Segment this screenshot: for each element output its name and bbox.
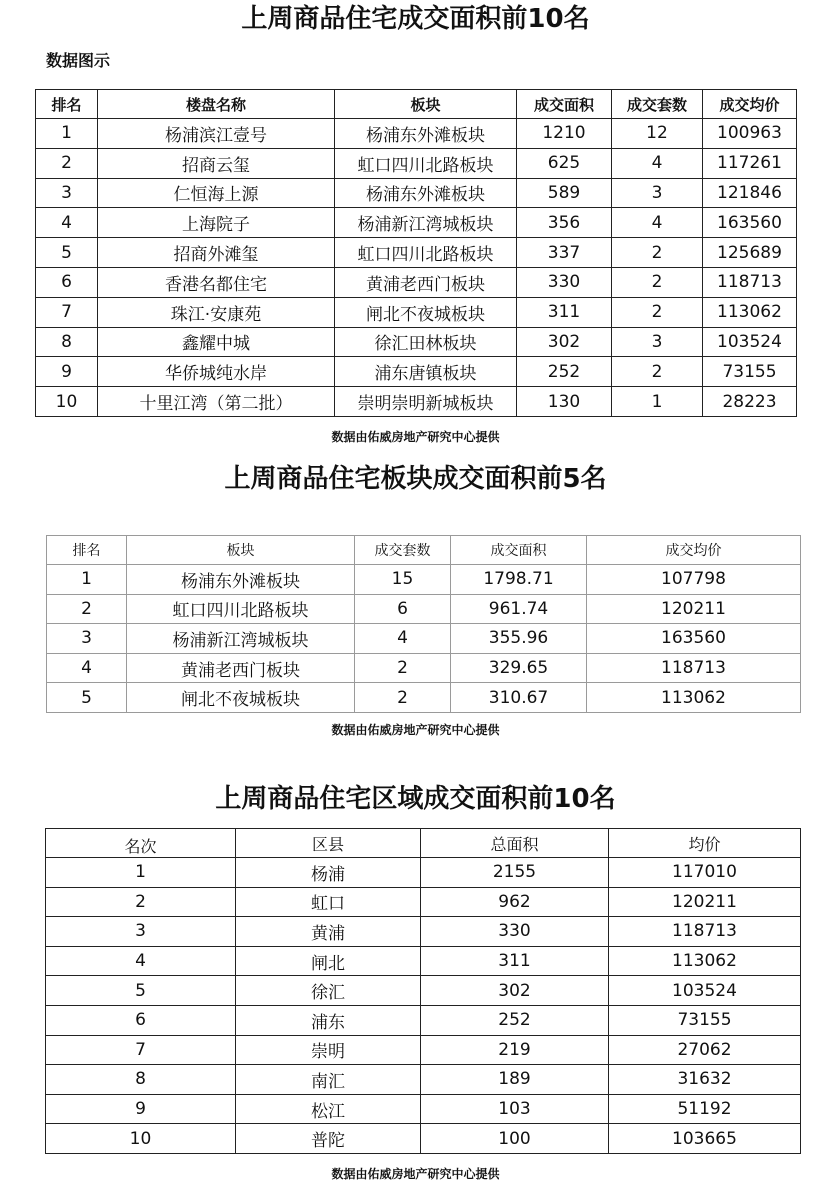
- table-cell: 1: [36, 119, 98, 149]
- table-cell: 302: [421, 976, 609, 1006]
- table-cell: 113062: [703, 297, 797, 327]
- table-cell: 130: [517, 387, 612, 417]
- table-cell: 10: [46, 1124, 236, 1154]
- table-cell: 337: [517, 238, 612, 268]
- table-cell: 252: [421, 1005, 609, 1035]
- table-row: [36, 297, 797, 327]
- table-cell: 15: [355, 565, 451, 595]
- table-cell: 1798.71: [451, 565, 587, 595]
- table-cell: 163560: [703, 208, 797, 238]
- table-cell: 355.96: [451, 624, 587, 654]
- table-row: [36, 238, 797, 268]
- table-cell: 崇明崇明新城板块: [335, 387, 517, 417]
- table-row: [47, 683, 801, 713]
- table-cell: 103524: [703, 327, 797, 357]
- table-cell: 8: [36, 327, 98, 357]
- table-cell: 杨浦: [236, 858, 421, 888]
- project-ranking-table: [35, 89, 797, 417]
- table-cell: 黄浦老西门板块: [127, 653, 355, 683]
- table-cell: 120211: [609, 887, 801, 917]
- table-cell: 9: [46, 1094, 236, 1124]
- column-header: 成交面积: [517, 90, 612, 119]
- table-cell: 1: [47, 565, 127, 595]
- column-header: 板块: [127, 536, 355, 565]
- table-cell: 1: [612, 387, 703, 417]
- table-cell: 华侨城纯水岸: [98, 357, 335, 387]
- table-cell: 118713: [587, 653, 801, 683]
- table-row: [36, 208, 797, 238]
- table-body: [36, 119, 797, 417]
- column-header: 排名: [36, 90, 98, 119]
- table-row: [46, 976, 801, 1006]
- table-row: [46, 1035, 801, 1065]
- table-header-row: [46, 829, 801, 858]
- table-row: [36, 119, 797, 149]
- table-cell: 2: [47, 594, 127, 624]
- table-cell: 10: [36, 387, 98, 417]
- table-cell: 崇明: [236, 1035, 421, 1065]
- table-cell: 6: [46, 1005, 236, 1035]
- table-cell: 黄浦: [236, 917, 421, 947]
- table-cell: 仁恒海上源: [98, 178, 335, 208]
- table-cell: 9: [36, 357, 98, 387]
- table-cell: 2: [46, 887, 236, 917]
- table-row: [36, 178, 797, 208]
- table-cell: 120211: [587, 594, 801, 624]
- table-cell: 961.74: [451, 594, 587, 624]
- table-row: [47, 653, 801, 683]
- table-cell: 962: [421, 887, 609, 917]
- table-header-row: [36, 90, 797, 119]
- table-row: [46, 946, 801, 976]
- table-cell: 黄浦老西门板块: [335, 267, 517, 297]
- table-cell: 闸北: [236, 946, 421, 976]
- table-body: [47, 565, 801, 713]
- table-header-row: [47, 536, 801, 565]
- column-header: 名次: [46, 829, 236, 858]
- column-header: 均价: [609, 829, 801, 858]
- column-header: 楼盘名称: [98, 90, 335, 119]
- table-cell: 2: [612, 238, 703, 268]
- table-cell: 28223: [703, 387, 797, 417]
- table-cell: 招商外滩玺: [98, 238, 335, 268]
- table-cell: 3: [46, 917, 236, 947]
- table-cell: 51192: [609, 1094, 801, 1124]
- table-cell: 329.65: [451, 653, 587, 683]
- table-row: [46, 1094, 801, 1124]
- table-row: [36, 267, 797, 297]
- section3-title: 上周商品住宅区域成交面积前10名: [215, 784, 616, 814]
- table-cell: 浦东: [236, 1005, 421, 1035]
- column-header: 成交面积: [451, 536, 587, 565]
- table-cell: 杨浦东外滩板块: [335, 119, 517, 149]
- section1-source-note: 数据由佑威房地产研究中心提供: [331, 430, 500, 444]
- table-cell: 330: [421, 917, 609, 947]
- table-cell: 上海院子: [98, 208, 335, 238]
- column-header: 成交均价: [587, 536, 801, 565]
- table-cell: 310.67: [451, 683, 587, 713]
- table-cell: 117010: [609, 858, 801, 888]
- table-cell: 普陀: [236, 1124, 421, 1154]
- table-cell: 4: [36, 208, 98, 238]
- table-cell: 杨浦东外滩板块: [335, 178, 517, 208]
- table-row: [36, 387, 797, 417]
- table-cell: 113062: [609, 946, 801, 976]
- table-cell: 1: [46, 858, 236, 888]
- district-ranking-table: [45, 828, 801, 1154]
- column-header: 成交均价: [703, 90, 797, 119]
- table-cell: 121846: [703, 178, 797, 208]
- section2-title: 上周商品住宅板块成交面积前5名: [224, 464, 607, 494]
- table-cell: 浦东唐镇板块: [335, 357, 517, 387]
- table-cell: 2155: [421, 858, 609, 888]
- table-row: [36, 327, 797, 357]
- table-row: [47, 565, 801, 595]
- table-cell: 100: [421, 1124, 609, 1154]
- table-cell: 杨浦东外滩板块: [127, 565, 355, 595]
- table-cell: 5: [46, 976, 236, 1006]
- table-cell: 2: [612, 267, 703, 297]
- table-cell: 8: [46, 1065, 236, 1095]
- table-cell: 闸北不夜城板块: [127, 683, 355, 713]
- table-cell: 杨浦新江湾城板块: [335, 208, 517, 238]
- table-cell: 徐汇田林板块: [335, 327, 517, 357]
- table-cell: 闸北不夜城板块: [335, 297, 517, 327]
- section3-source-note: 数据由佑威房地产研究中心提供: [331, 1167, 500, 1181]
- table-cell: 4: [612, 148, 703, 178]
- table-body: [46, 858, 801, 1154]
- table-cell: 103: [421, 1094, 609, 1124]
- table-cell: 虹口: [236, 887, 421, 917]
- table-cell: 2: [355, 683, 451, 713]
- table-cell: 虹口四川北路板块: [127, 594, 355, 624]
- table-cell: 十里江湾（第二批）: [98, 387, 335, 417]
- table-cell: 徐汇: [236, 976, 421, 1006]
- table-cell: 4: [47, 653, 127, 683]
- table-cell: 2: [36, 148, 98, 178]
- table-row: [46, 1065, 801, 1095]
- table-cell: 南汇: [236, 1065, 421, 1095]
- table-cell: 2: [612, 357, 703, 387]
- table-row: [36, 357, 797, 387]
- table-cell: 107798: [587, 565, 801, 595]
- table-row: [47, 594, 801, 624]
- table-cell: 7: [36, 297, 98, 327]
- table-cell: 2: [355, 653, 451, 683]
- table-cell: 113062: [587, 683, 801, 713]
- table-cell: 12: [612, 119, 703, 149]
- column-header: 排名: [47, 536, 127, 565]
- table-row: [47, 624, 801, 654]
- table-cell: 311: [421, 946, 609, 976]
- table-cell: 330: [517, 267, 612, 297]
- table-cell: 73155: [703, 357, 797, 387]
- table-cell: 虹口四川北路板块: [335, 148, 517, 178]
- table-row: [46, 887, 801, 917]
- table-cell: 6: [355, 594, 451, 624]
- block-ranking-table: [46, 535, 801, 713]
- table-cell: 4: [612, 208, 703, 238]
- table-cell: 252: [517, 357, 612, 387]
- table-cell: 118713: [609, 917, 801, 947]
- table-cell: 6: [36, 267, 98, 297]
- table-cell: 杨浦新江湾城板块: [127, 624, 355, 654]
- table-cell: 117261: [703, 148, 797, 178]
- table-cell: 杨浦滨江壹号: [98, 119, 335, 149]
- table-cell: 189: [421, 1065, 609, 1095]
- table-row: [36, 148, 797, 178]
- table-cell: 3: [47, 624, 127, 654]
- table-cell: 珠江·安康苑: [98, 297, 335, 327]
- section2-source-note: 数据由佑威房地产研究中心提供: [331, 723, 500, 737]
- table-cell: 5: [47, 683, 127, 713]
- table-cell: 73155: [609, 1005, 801, 1035]
- table-cell: 虹口四川北路板块: [335, 238, 517, 268]
- table-cell: 3: [612, 327, 703, 357]
- table-cell: 118713: [703, 267, 797, 297]
- table-cell: 302: [517, 327, 612, 357]
- table-row: [46, 1124, 801, 1154]
- table-cell: 3: [36, 178, 98, 208]
- table-cell: 103665: [609, 1124, 801, 1154]
- table-cell: 163560: [587, 624, 801, 654]
- table-cell: 鑫耀中城: [98, 327, 335, 357]
- table-cell: 27062: [609, 1035, 801, 1065]
- table-cell: 2: [612, 297, 703, 327]
- table-cell: 100963: [703, 119, 797, 149]
- table-cell: 31632: [609, 1065, 801, 1095]
- table-cell: 松江: [236, 1094, 421, 1124]
- column-header: 成交套数: [612, 90, 703, 119]
- table-cell: 125689: [703, 238, 797, 268]
- column-header: 区县: [236, 829, 421, 858]
- table-cell: 311: [517, 297, 612, 327]
- table-cell: 3: [612, 178, 703, 208]
- column-header: 成交套数: [355, 536, 451, 565]
- table-row: [46, 1005, 801, 1035]
- table-cell: 219: [421, 1035, 609, 1065]
- table-cell: 103524: [609, 976, 801, 1006]
- table-cell: 7: [46, 1035, 236, 1065]
- table-cell: 4: [355, 624, 451, 654]
- table-cell: 625: [517, 148, 612, 178]
- data-chart-subhead: 数据图示: [46, 51, 111, 70]
- section1-title: 上周商品住宅成交面积前10名: [241, 4, 590, 34]
- table-cell: 5: [36, 238, 98, 268]
- column-header: 板块: [335, 90, 517, 119]
- table-cell: 589: [517, 178, 612, 208]
- table-cell: 香港名都住宅: [98, 267, 335, 297]
- table-row: [46, 917, 801, 947]
- table-cell: 招商云玺: [98, 148, 335, 178]
- table-cell: 4: [46, 946, 236, 976]
- table-row: [46, 858, 801, 888]
- column-header: 总面积: [421, 829, 609, 858]
- table-cell: 1210: [517, 119, 612, 149]
- table-cell: 356: [517, 208, 612, 238]
